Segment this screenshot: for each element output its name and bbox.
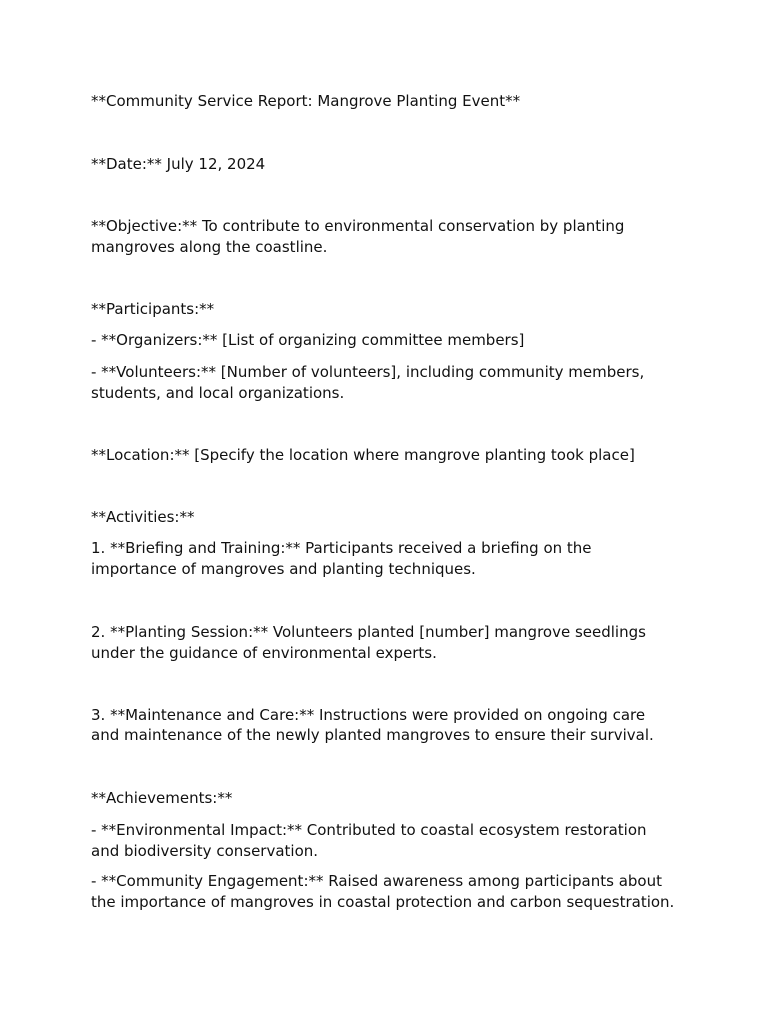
participants-volunteers-line-1: - **Volunteers:** [Number of volunteers], including community members, — [91, 363, 645, 381]
activity-3-line-2: and maintenance of the newly planted mangroves to ensure their survival. — [91, 726, 654, 744]
participants-heading: **Participants:** — [91, 300, 215, 318]
objective-line-1: **Objective:** To contribute to environmental conservation by planting — [91, 217, 625, 235]
activity-3-line-1: 3. **Maintenance and Care:** Instructions were provided on ongoing care — [91, 706, 646, 724]
location-line: **Location:** [Specify the location where mangrove planting took place] — [91, 446, 635, 464]
participants-volunteers-line-2: students, and local organizations. — [91, 384, 345, 402]
objective-line-2: mangroves along the coastline. — [91, 238, 328, 256]
activities-heading: **Activities:** — [91, 508, 195, 526]
achievement-1-line-2: and biodiversity conservation. — [91, 842, 319, 860]
achievements-heading: **Achievements:** — [91, 789, 233, 807]
participants-organizers: - **Organizers:** [List of organizing committee members] — [91, 331, 525, 349]
activity-1-line-2: importance of mangroves and planting techniques. — [91, 560, 476, 578]
report-title: **Community Service Report: Mangrove Planting Event** — [91, 92, 521, 110]
achievement-2-line-2: the importance of mangroves in coastal protection and carbon sequestration. — [91, 893, 675, 911]
achievement-1-line-1: - **Environmental Impact:** Contributed to coastal ecosystem restoration — [91, 821, 647, 839]
achievement-2-line-1: - **Community Engagement:** Raised awareness among participants about — [91, 872, 662, 890]
activity-1-line-1: 1. **Briefing and Training:** Participants received a briefing on the — [91, 539, 592, 557]
activity-2-line-2: under the guidance of environmental experts. — [91, 644, 437, 662]
report-date: **Date:** July 12, 2024 — [91, 155, 266, 173]
activity-2-line-1: 2. **Planting Session:** Volunteers planted [number] mangrove seedlings — [91, 623, 646, 641]
